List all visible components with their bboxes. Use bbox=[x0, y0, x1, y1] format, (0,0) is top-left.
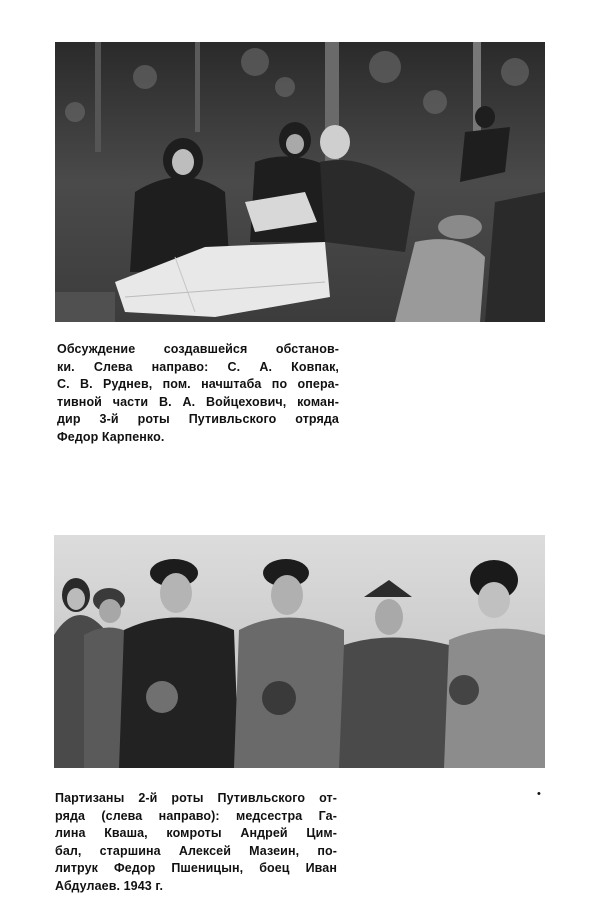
caption-line: Партизаны 2-й роты Путивльского от- bbox=[55, 791, 337, 805]
caption-line: литрук Федор Пшеницын, боец Иван bbox=[55, 861, 337, 875]
photo-partisans-group bbox=[54, 535, 545, 768]
caption-line: лина Кваша, комроты Андрей Цим- bbox=[55, 826, 337, 840]
caption-line: ки. Слева направо: С. А. Ковпак, bbox=[57, 359, 339, 374]
caption-line: Абдулаев. 1943 г. bbox=[55, 878, 164, 893]
caption-line: дир 3-й роты Путивльского отряда bbox=[57, 412, 339, 426]
caption-line: С. В. Руднев, пом. начштаба по опера- bbox=[57, 377, 339, 391]
caption-line: Федор Карпенко. bbox=[57, 429, 165, 444]
caption-line: Обсуждение создавшейся обстанов- bbox=[57, 342, 339, 356]
caption-line: бал, старшина Алексей Мазеин, по- bbox=[55, 843, 337, 858]
photo-caption-1 bbox=[57, 341, 339, 446]
caption-line: тивной части В. А. Войцехович, коман- bbox=[57, 394, 339, 409]
margin-mark: • bbox=[537, 788, 541, 800]
caption-line: ряда (слева направо): медсестра Га- bbox=[55, 808, 337, 823]
photo-forest-meeting bbox=[55, 42, 545, 322]
photo-caption-2 bbox=[55, 790, 337, 895]
